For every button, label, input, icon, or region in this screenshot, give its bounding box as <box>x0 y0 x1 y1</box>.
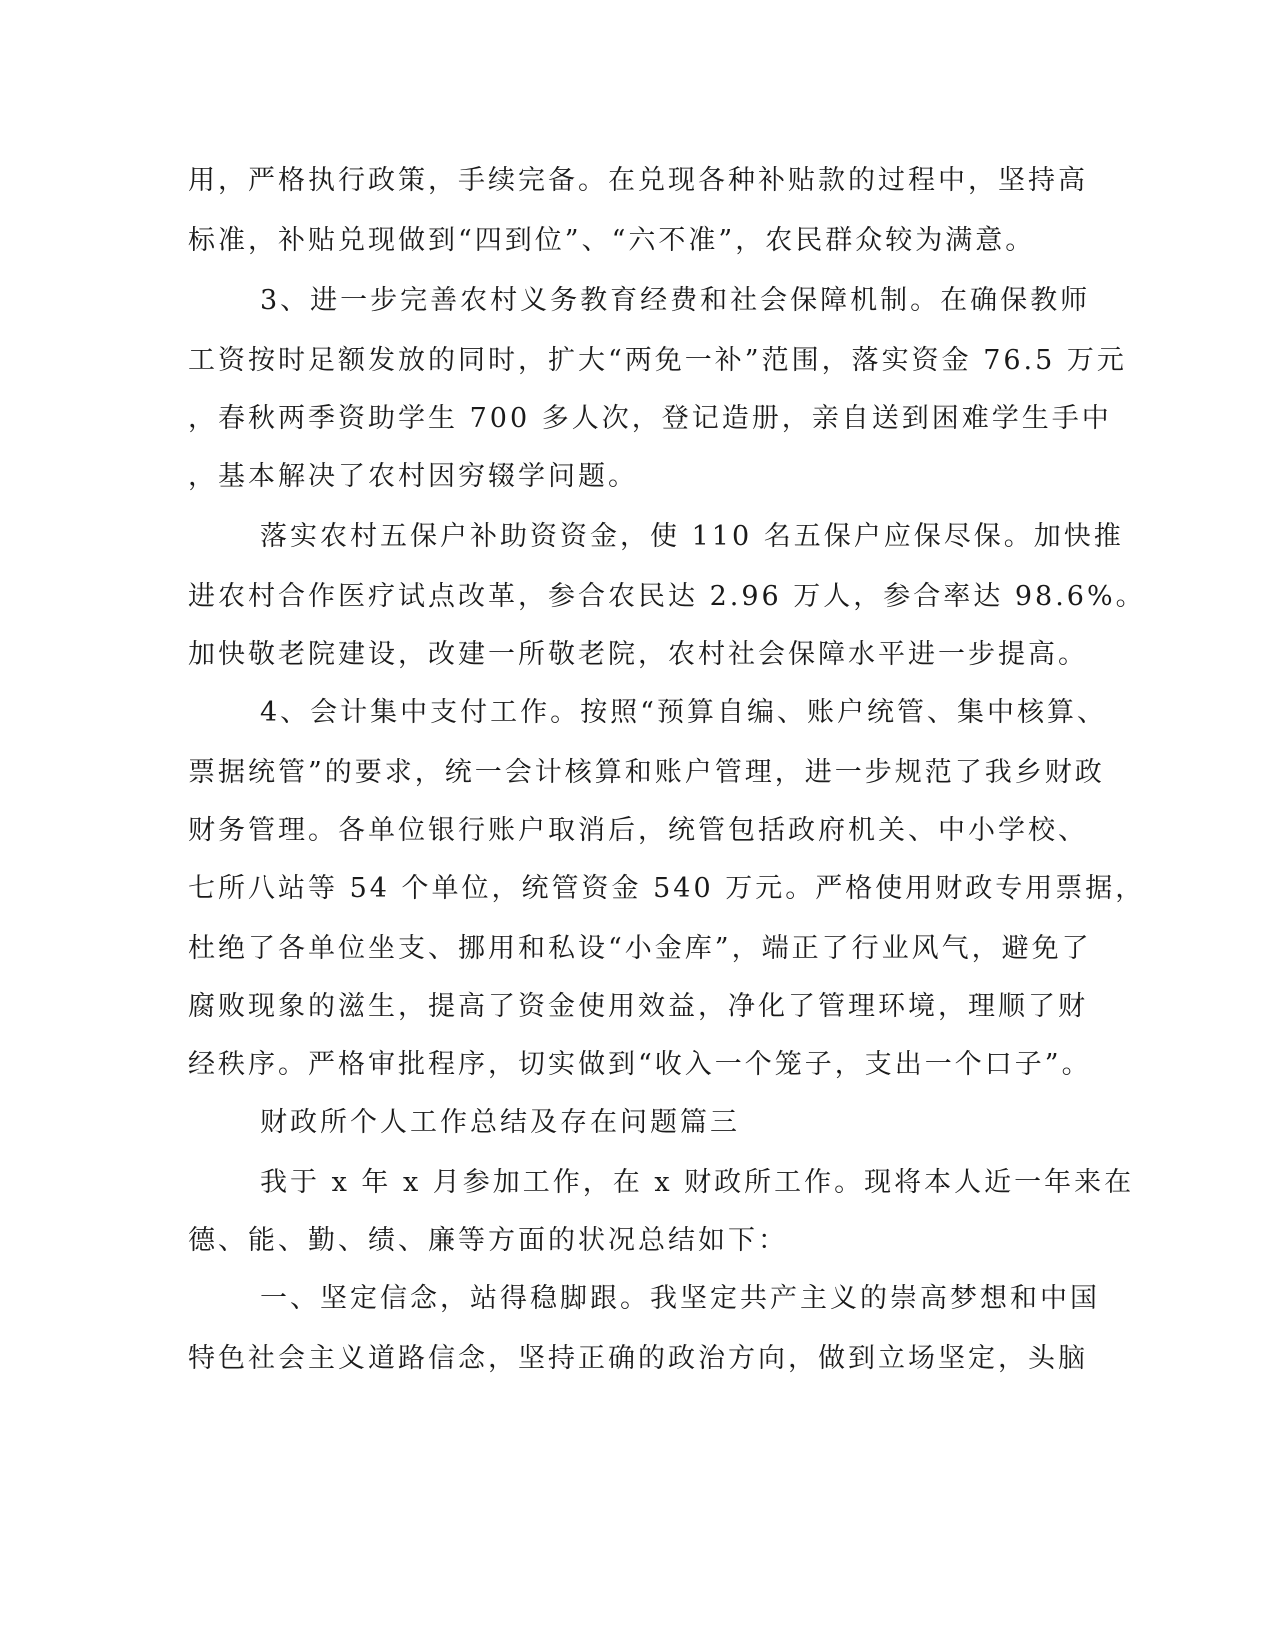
text-line-10: 4、会计集中支付工作。按照“预算自编、账户统管、集中核算、 <box>260 697 1107 728</box>
text-line-11: 票据统管”的要求，统一会计核算和账户管理，进一步规范了我乡财政 <box>188 757 1105 788</box>
text-line-19: 德、能、勤、绩、廉等方面的状况总结如下： <box>188 1225 788 1256</box>
text-line-21: 特色社会主义道路信念，坚持正确的政治方向，做到立场坚定，头脑 <box>188 1343 1088 1374</box>
text-line-14: 杜绝了各单位坐支、挪用和私设“小金库”，端正了行业风气，避免了 <box>188 933 1092 964</box>
section-heading: 财政所个人工作总结及存在问题篇三 <box>260 1107 740 1138</box>
text-line-12: 财务管理。各单位银行账户取消后，统管包括政府机关、中小学校、 <box>188 815 1088 846</box>
text-line-16: 经秩序。严格审批程序，切实做到“收入一个笼子，支出一个口子”。 <box>188 1049 1092 1080</box>
text-line-13: 七所八站等 54 个单位，统管资金 540 万元。严格使用财政专用票据， <box>188 873 1146 904</box>
text-line-6: ，基本解决了农村因穷辍学问题。 <box>188 461 638 492</box>
text-line-1: 用，严格执行政策，手续完备。在兑现各种补贴款的过程中，坚持高 <box>188 165 1088 196</box>
text-line-8: 进农村合作医疗试点改革，参合农民达 2.96 万人，参合率达 98.6%。 <box>188 581 1146 612</box>
text-line-9: 加快敬老院建设，改建一所敬老院，农村社会保障水平进一步提高。 <box>188 639 1088 670</box>
text-line-3: 3、进一步完善农村义务教育经费和社会保障机制。在确保教师 <box>260 285 1091 316</box>
text-line-20: 一、坚定信念，站得稳脚跟。我坚定共产主义的崇高梦想和中国 <box>260 1283 1100 1314</box>
text-line-4: 工资按时足额发放的同时，扩大“两免一补”范围，落实资金 76.5 万元 <box>188 345 1127 376</box>
text-line-15: 腐败现象的滋生，提高了资金使用效益，净化了管理环境，理顺了财 <box>188 991 1088 1022</box>
text-line-5: ，春秋两季资助学生 700 多人次，登记造册，亲自送到困难学生手中 <box>188 403 1112 434</box>
text-line-2: 标准，补贴兑现做到“四到位”、“六不准”，农民群众较为满意。 <box>188 225 1036 256</box>
text-line-7: 落实农村五保户补助资资金，使 110 名五保户应保尽保。加快推 <box>260 521 1124 552</box>
text-line-18: 我于 x 年 x 月参加工作，在 x 财政所工作。现将本人近一年来在 <box>260 1167 1135 1198</box>
